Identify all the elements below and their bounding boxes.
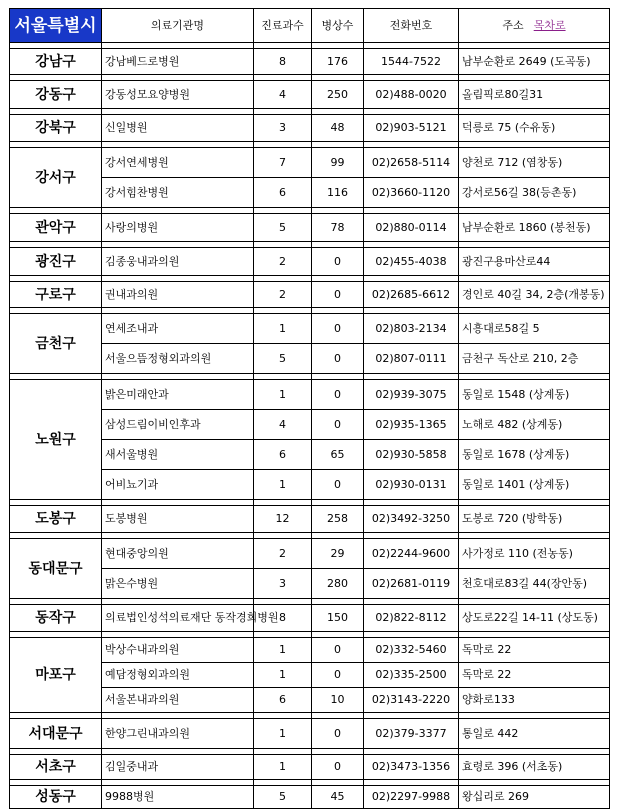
district-cell: 성동구	[10, 786, 102, 809]
phone-cell: 02)930-0131	[364, 470, 459, 500]
address-cell: 사가정로 110 (전농동)	[459, 539, 610, 569]
district-cell: 노원구	[10, 380, 102, 500]
phone-cell: 02)2681-0119	[364, 569, 459, 599]
beds-cell: 45	[312, 786, 364, 809]
district-cell: 동작구	[10, 605, 102, 632]
beds-cell: 0	[312, 344, 364, 374]
beds-cell: 10	[312, 688, 364, 713]
address-cell: 동일로 1548 (상계동)	[459, 380, 610, 410]
address-cell: 경인로 40길 34, 2층(개봉동)	[459, 282, 610, 308]
district-cell: 마포구	[10, 638, 102, 713]
name-cell: 삼성드림이비인후과	[102, 410, 254, 440]
table-row	[10, 380, 610, 410]
address-cell: 동일로 1678 (상계동)	[459, 440, 610, 470]
district-cell: 관악구	[10, 214, 102, 242]
beds-cell: 99	[312, 148, 364, 178]
address-cell: 강서로56길 38(등촌동)	[459, 178, 610, 208]
address-cell: 남부순환로 2649 (도곡동)	[459, 49, 610, 75]
depts-cell: 2	[254, 539, 312, 569]
address-cell: 효령로 396 (서초동)	[459, 755, 610, 780]
address-cell: 올림픽로80길31	[459, 81, 610, 109]
depts-cell: 6	[254, 440, 312, 470]
address-cell: 덕릉로 75 (수유동)	[459, 115, 610, 142]
table-row	[10, 719, 610, 749]
address-cell: 천호대로83길 44(장안동)	[459, 569, 610, 599]
table-row	[10, 539, 610, 569]
phone-cell: 02)807-0111	[364, 344, 459, 374]
phone-cell: 02)880-0114	[364, 214, 459, 242]
beds-cell: 0	[312, 380, 364, 410]
table-row	[10, 214, 610, 242]
beds-cell: 29	[312, 539, 364, 569]
name-cell: 권내과의원	[102, 282, 254, 308]
column-header-phone: 전화번호	[364, 9, 459, 43]
beds-cell: 280	[312, 569, 364, 599]
district-cell: 서초구	[10, 755, 102, 780]
phone-cell: 02)935-1365	[364, 410, 459, 440]
phone-cell: 02)2658-5114	[364, 148, 459, 178]
address-cell: 동일로 1401 (상계동)	[459, 470, 610, 500]
address-cell: 양화로133	[459, 688, 610, 713]
table-row	[10, 148, 610, 178]
phone-cell: 1544-7522	[364, 49, 459, 75]
phone-cell: 02)939-3075	[364, 380, 459, 410]
table-body	[10, 43, 610, 809]
address-cell: 노해로 482 (상계동)	[459, 410, 610, 440]
depts-cell: 1	[254, 380, 312, 410]
depts-cell: 7	[254, 148, 312, 178]
depts-cell: 4	[254, 410, 312, 440]
phone-cell: 02)3473-1356	[364, 755, 459, 780]
name-cell: 밝은미래안과	[102, 380, 254, 410]
depts-cell: 2	[254, 282, 312, 308]
district-cell: 광진구	[10, 248, 102, 276]
phone-cell: 02)2297-9988	[364, 786, 459, 809]
phone-cell: 02)455-4038	[364, 248, 459, 276]
beds-cell: 0	[312, 282, 364, 308]
address-cell: 남부순환로 1860 (봉천동)	[459, 214, 610, 242]
depts-cell: 8	[254, 49, 312, 75]
address-cell: 시흥대로58길 5	[459, 314, 610, 344]
depts-cell: 3	[254, 569, 312, 599]
phone-cell: 02)3660-1120	[364, 178, 459, 208]
address-cell: 독막로 22	[459, 638, 610, 663]
phone-cell: 02)903-5121	[364, 115, 459, 142]
table-row	[10, 605, 610, 632]
beds-cell: 78	[312, 214, 364, 242]
beds-cell: 65	[312, 440, 364, 470]
address-cell: 독막로 22	[459, 663, 610, 688]
beds-cell: 0	[312, 410, 364, 440]
name-cell: 사랑의병원	[102, 214, 254, 242]
table-row	[10, 49, 610, 75]
district-cell: 강서구	[10, 148, 102, 208]
phone-cell: 02)2244-9600	[364, 539, 459, 569]
depts-cell: 2	[254, 248, 312, 276]
depts-cell: 5	[254, 214, 312, 242]
name-cell: 서울으뜸정형외과의원	[102, 344, 254, 374]
district-cell: 강남구	[10, 49, 102, 75]
district-cell: 서대문구	[10, 719, 102, 749]
depts-cell: 1	[254, 638, 312, 663]
depts-cell: 1	[254, 755, 312, 780]
phone-cell: 02)3143-2220	[364, 688, 459, 713]
depts-cell: 1	[254, 663, 312, 688]
name-cell: 강동성모요양병원	[102, 81, 254, 109]
hospital-table	[9, 8, 610, 809]
district-cell: 강북구	[10, 115, 102, 142]
table-row	[10, 786, 610, 809]
address-cell: 통일로 442	[459, 719, 610, 749]
table-row	[10, 282, 610, 308]
depts-cell: 1	[254, 470, 312, 500]
name-cell: 9988병원	[102, 786, 254, 809]
name-cell: 강남베드로병원	[102, 49, 254, 75]
address-cell: 양천로 712 (염창동)	[459, 148, 610, 178]
beds-cell: 0	[312, 314, 364, 344]
address-header-label: 주소	[502, 18, 524, 32]
phone-cell: 02)379-3377	[364, 719, 459, 749]
district-cell: 강동구	[10, 81, 102, 109]
name-cell: 의료법인성석의료재단 동작경희병원	[102, 605, 254, 632]
column-header-address	[459, 9, 610, 43]
name-cell: 도봉병원	[102, 506, 254, 533]
depts-cell: 1	[254, 314, 312, 344]
phone-cell: 02)822-8112	[364, 605, 459, 632]
name-cell: 어비뇨기과	[102, 470, 254, 500]
depts-cell: 8	[254, 605, 312, 632]
address-cell: 도봉로 720 (방학동)	[459, 506, 610, 533]
address-cell: 상도로22길 14-11 (상도동)	[459, 605, 610, 632]
name-cell: 박상수내과의원	[102, 638, 254, 663]
name-cell: 서울본내과의원	[102, 688, 254, 713]
address-cell: 광진구용마산로44	[459, 248, 610, 276]
district-cell: 동대문구	[10, 539, 102, 599]
beds-cell: 0	[312, 470, 364, 500]
phone-cell: 02)803-2134	[364, 314, 459, 344]
phone-cell: 02)332-5460	[364, 638, 459, 663]
beds-cell: 0	[312, 248, 364, 276]
beds-cell: 0	[312, 663, 364, 688]
name-cell: 한양그린내과의원	[102, 719, 254, 749]
name-cell: 김일중내과	[102, 755, 254, 780]
table-row	[10, 115, 610, 142]
depts-cell: 4	[254, 81, 312, 109]
column-header-depts: 진료과수	[254, 9, 312, 43]
table-row	[10, 248, 610, 276]
beds-cell: 250	[312, 81, 364, 109]
phone-cell: 02)488-0020	[364, 81, 459, 109]
table-row	[10, 755, 610, 780]
address-cell: 왕십리로 269	[459, 786, 610, 809]
phone-cell: 02)2685-6612	[364, 282, 459, 308]
beds-cell: 258	[312, 506, 364, 533]
beds-cell: 0	[312, 719, 364, 749]
name-cell: 강서연세병원	[102, 148, 254, 178]
depts-cell: 6	[254, 688, 312, 713]
hospital-table-container	[9, 8, 610, 809]
district-cell: 도봉구	[10, 506, 102, 533]
table-row	[10, 314, 610, 344]
depts-cell: 5	[254, 786, 312, 809]
name-cell: 현대중앙의원	[102, 539, 254, 569]
beds-cell: 176	[312, 49, 364, 75]
beds-cell: 150	[312, 605, 364, 632]
beds-cell: 116	[312, 178, 364, 208]
name-cell: 김종웅내과의원	[102, 248, 254, 276]
table-row	[10, 81, 610, 109]
name-cell: 신일병원	[102, 115, 254, 142]
district-cell: 구로구	[10, 282, 102, 308]
address-cell: 금천구 독산로 210, 2층	[459, 344, 610, 374]
region-title: 서울특별시	[10, 9, 102, 43]
depts-cell: 3	[254, 115, 312, 142]
header-row	[10, 9, 610, 43]
beds-cell: 0	[312, 755, 364, 780]
depts-cell: 5	[254, 344, 312, 374]
name-cell: 강서힘찬병원	[102, 178, 254, 208]
name-cell: 맑은수병원	[102, 569, 254, 599]
column-header-name: 의료기관명	[102, 9, 254, 43]
depts-cell: 1	[254, 719, 312, 749]
table-row	[10, 638, 610, 663]
phone-cell: 02)3492-3250	[364, 506, 459, 533]
beds-cell: 48	[312, 115, 364, 142]
phone-cell: 02)930-5858	[364, 440, 459, 470]
toc-link[interactable]: 목차로	[533, 18, 566, 32]
column-header-beds: 병상수	[312, 9, 364, 43]
name-cell: 새서울병원	[102, 440, 254, 470]
depts-cell: 12	[254, 506, 312, 533]
name-cell: 예담정형외과의원	[102, 663, 254, 688]
depts-cell: 6	[254, 178, 312, 208]
name-cell: 연세조내과	[102, 314, 254, 344]
phone-cell: 02)335-2500	[364, 663, 459, 688]
table-row	[10, 506, 610, 533]
beds-cell: 0	[312, 638, 364, 663]
district-cell: 금천구	[10, 314, 102, 374]
